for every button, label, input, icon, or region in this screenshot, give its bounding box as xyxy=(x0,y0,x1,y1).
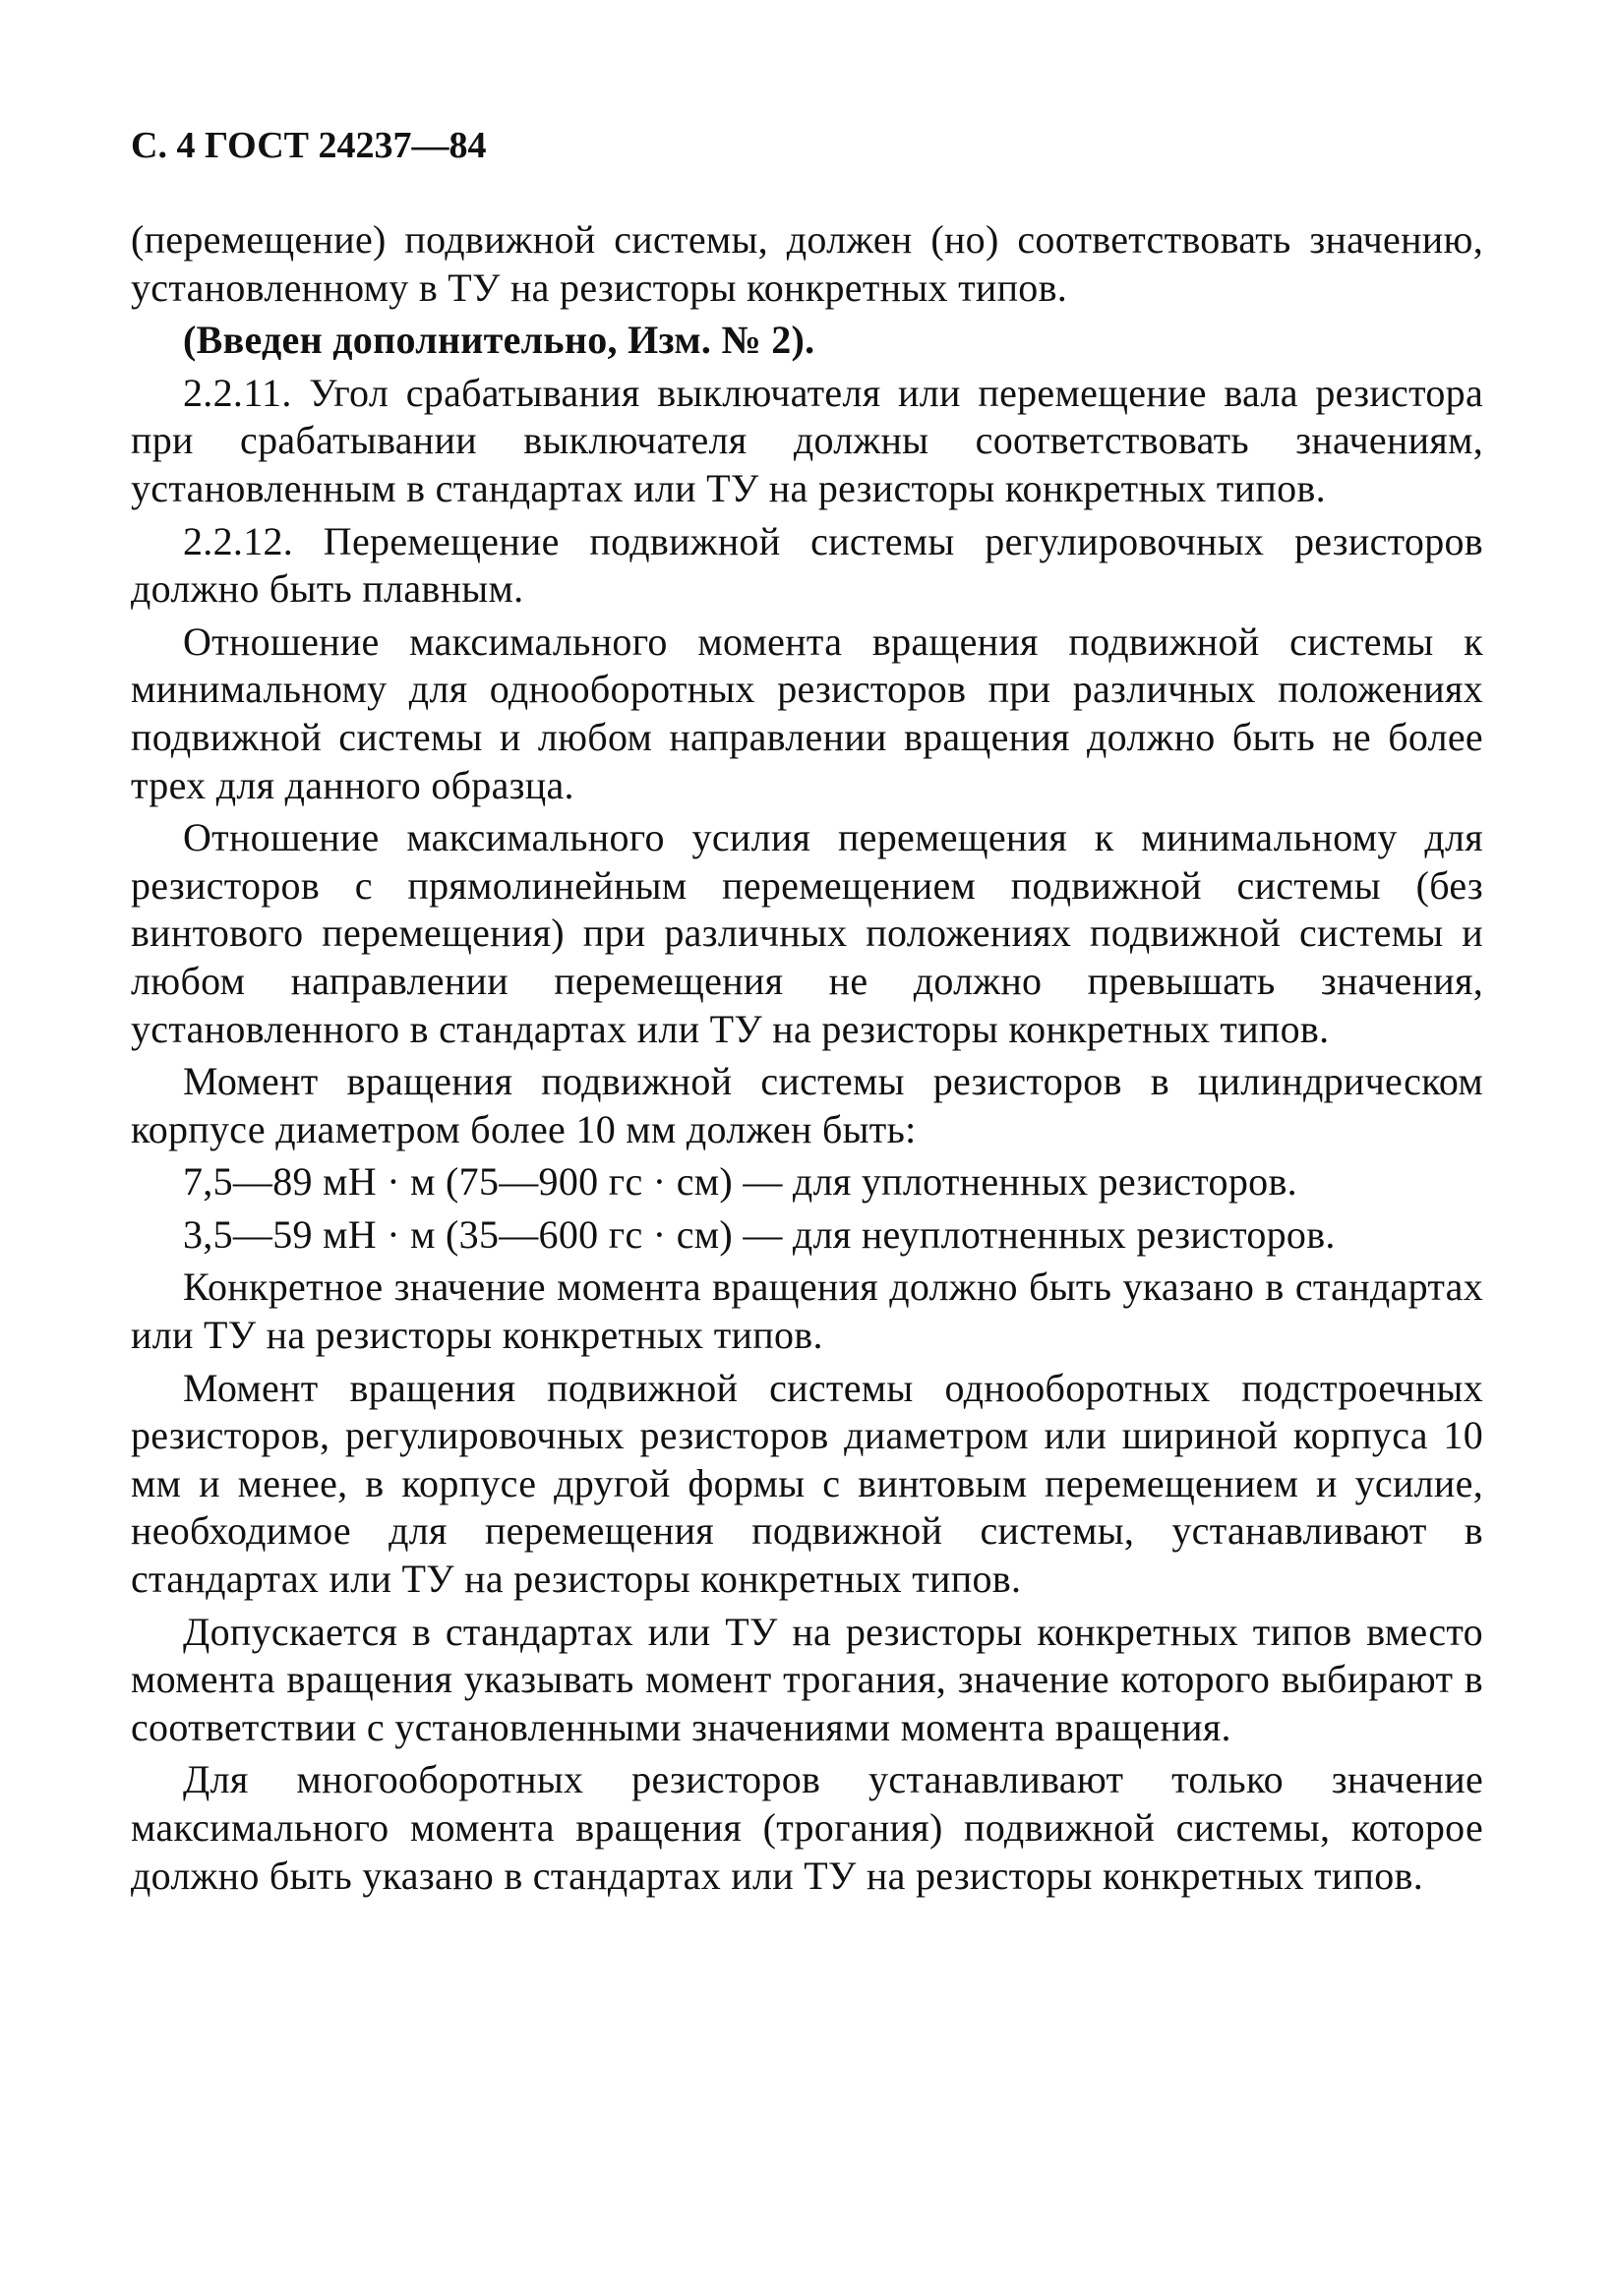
paragraph-amendment-note: (Введен дополнительно, Изм. № 2). xyxy=(183,318,815,363)
page-header: С. 4 ГОСТ 24237—84 xyxy=(131,125,487,166)
paragraph-unsealed-value: 3,5—59 мН · м (35—600 гс · см) — для неуплотненных резисторов. xyxy=(183,1211,1336,1257)
paragraph-specific-value: Конкретное значение момента вращения должно быть указано в стандартах или ТУ на резисторы конкретных типов. xyxy=(131,1265,1483,1358)
paragraph-multiturn: Для многооборотных резисторов устанавливают только значение максимального момента вращения (трогания) подвижной системы, которое должно быть указано в стандартах или ТУ на резисторы конкретных типов. xyxy=(131,1757,1483,1898)
paragraph-continuation: (перемещение) подвижной системы, должен (но) соответствовать значению, установленному в ТУ на резисторы конкретных типов. xyxy=(131,217,1483,310)
paragraph-breakaway-torque: Допускается в стандартах или ТУ на резисторы конкретных типов вместо момента вращения указывать момент трогания, значение которого выбирают в соответствии с установленными значениями момента вращения. xyxy=(131,1609,1483,1749)
paragraph-2-2-11: 2.2.11. Угол срабатывания выключателя или перемещение вала резистора при срабатывании выключателя должны соответствовать значениям, установленным в стандартах или ТУ на резисторы конкретных типов. xyxy=(131,370,1483,510)
document-page xyxy=(131,126,1483,1905)
paragraph-sealed-value: 7,5—89 мН · м (75—900 гс · см) — для уплотненных резисторов. xyxy=(183,1159,1297,1205)
paragraph-force-ratio: Отношение максимального усилия перемещения к минимальному для резисторов с прямолинейным перемещением подвижной системы (без винтового перемещения) при различных положениях подвижной системы и любом направлении перемещения не должно превышать значения, установленного в стандартах или ТУ на резисторы конкретных типов. xyxy=(131,815,1483,1051)
paragraph-torque-ratio: Отношение максимального момента вращения подвижной системы к минимальному для однооборотных резисторов при различных положениях подвижной системы и любом направлении вращения должно быть не более трех для данного образца. xyxy=(131,618,1483,807)
paragraph-trimmer-torque: Момент вращения подвижной системы однооборотных подстроечных резисторов, регулировочных резисторов диаметром или шириной корпуса 10 мм и менее, в корпусе другой формы с винтовым перемещением и усилие, необходимое для перемещения подвижной системы, устанавливают в стандартах или ТУ на резисторы конкретных типов. xyxy=(131,1365,1483,1602)
paragraph-2-2-12: 2.2.12. Перемещение подвижной системы регулировочных резисторов должно быть плавным. xyxy=(131,518,1483,612)
paragraph-torque-cylindrical: Момент вращения подвижной системы резисторов в цилиндрическом корпусе диаметром более 10 мм должен быть: xyxy=(131,1059,1483,1151)
